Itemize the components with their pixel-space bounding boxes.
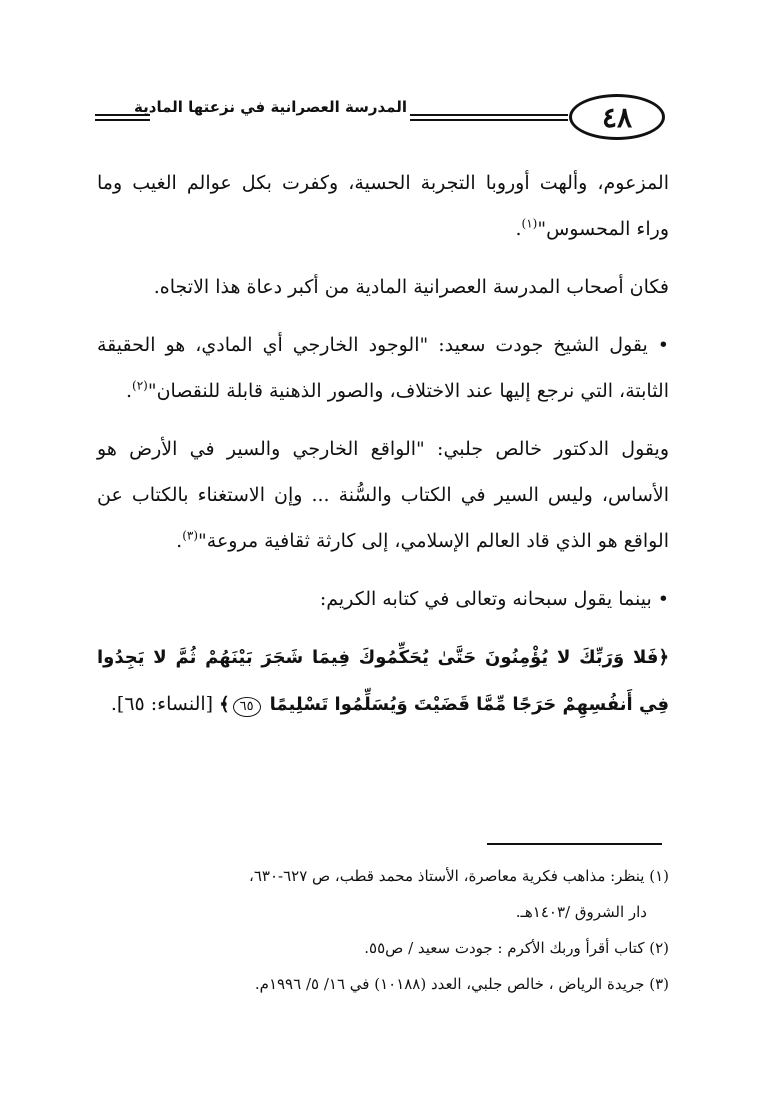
footnote-ref-2: (٢) (132, 378, 148, 393)
quran-text: ﴿فَلا وَرَبِّكَ لا يُؤْمِنُونَ حَتَّىٰ يُحَكِّمُوكَ فِيمَا شَجَرَ بَيْنَهُمْ ثُمَّ لا يَجِدُوا فِي أَنفُسِهِمْ حَرَجًا مِّمَّا قَضَيْتَ وَيُسَلِّمُوا تَسْلِيمًا (97, 647, 669, 715)
footnote-separator (487, 843, 662, 845)
running-title: المدرسة العصرانية في نزعتها المادية (134, 98, 407, 116)
paragraph-1-text: المزعوم، وألهت أوروبا التجربة الحسية، وكفرت بكل عوالم الغيب وما وراء المحسوس (97, 172, 669, 240)
footnote-3: (٣) جريدة الرياض ، خالص جلبي، العدد (١٠١٨٨) في ١٦/ ٥/ ١٩٩٦م. (254, 975, 669, 993)
header-rule-right (410, 114, 568, 116)
page-body (97, 160, 669, 740)
header-rule-left-2 (95, 119, 150, 121)
paragraph-4-text: ويقول الدكتور خالص جلبي: "الواقع الخارجي والسير في الأرض هو الأساس، وليس السير في الكتاب والسُّنة ... وإن الاستغناء بالكتاب عن الواقع هو الذي قاد العالم الإسلامي، إلى كارثة ثقافية مروعة" (97, 438, 669, 552)
footnote-2: (٢) كتاب أقرأ وربك الأكرم : جودت سعيد / ص٥٥. (364, 939, 669, 957)
footnote-ref-1: (١) (521, 216, 538, 231)
quran-verse (97, 634, 669, 728)
paragraph-3: • يقول الشيخ جودت سعيد: "الوجود الخارجي أي المادي، هو الحقيقة الثابتة، التي نرجع إليها عند الاختلاف، والصور الذهنية قابلة للنقصان"$^{(٢)}$. (97, 334, 669, 402)
page-header (95, 92, 665, 148)
footnote-ref-3: (٣) (182, 528, 199, 543)
footnote-1-continued: دار الشروق /١٤٠٣هـ. (515, 903, 647, 921)
verse-number-badge: ٦٥ (233, 697, 261, 717)
paragraph-2: فكان أصحاب المدرسة العصرانية المادية من أكبر دعاة هذا الاتجاه. (153, 276, 669, 298)
footnotes (97, 858, 669, 1002)
paragraph-3-text: • يقول الشيخ جودت سعيد: "الوجود الخارجي أي المادي، هو الحقيقة الثابتة، التي نرجع إليها عند الاختلاف، والصور الذهنية قابلة للنقصان" (97, 334, 669, 402)
paragraph-4: ويقول الدكتور خالص جلبي: "الواقع الخارجي والسير في الأرض هو الأساس، وليس السير في الكتاب والسُّنة ... وإن الاستغناء بالكتاب عن الواقع هو الذي قاد العالم الإسلامي، إلى كارثة ثقافية مروعة"$^{(٣)}$. (97, 438, 669, 552)
quran-reference: [النساء: ٦٥]. (110, 693, 214, 715)
paragraph-1: المزعوم، وألهت أوروبا التجربة الحسية، وكفرت بكل عوالم الغيب وما وراء المحسوس"$^{(١)}$. (97, 172, 669, 240)
page-number: ٤٨ (569, 94, 665, 140)
footnote-1: (١) ينظر: مذاهب فكرية معاصرة، الأستاذ محمد قطب، ص ٦٢٧-٦٣٠، (248, 867, 669, 885)
quran-close-bracket: ﴾ (219, 694, 230, 715)
header-rule-right-2 (410, 119, 568, 121)
paragraph-5: • بينما يقول سبحانه وتعالى في كتابه الكريم: (319, 588, 669, 610)
